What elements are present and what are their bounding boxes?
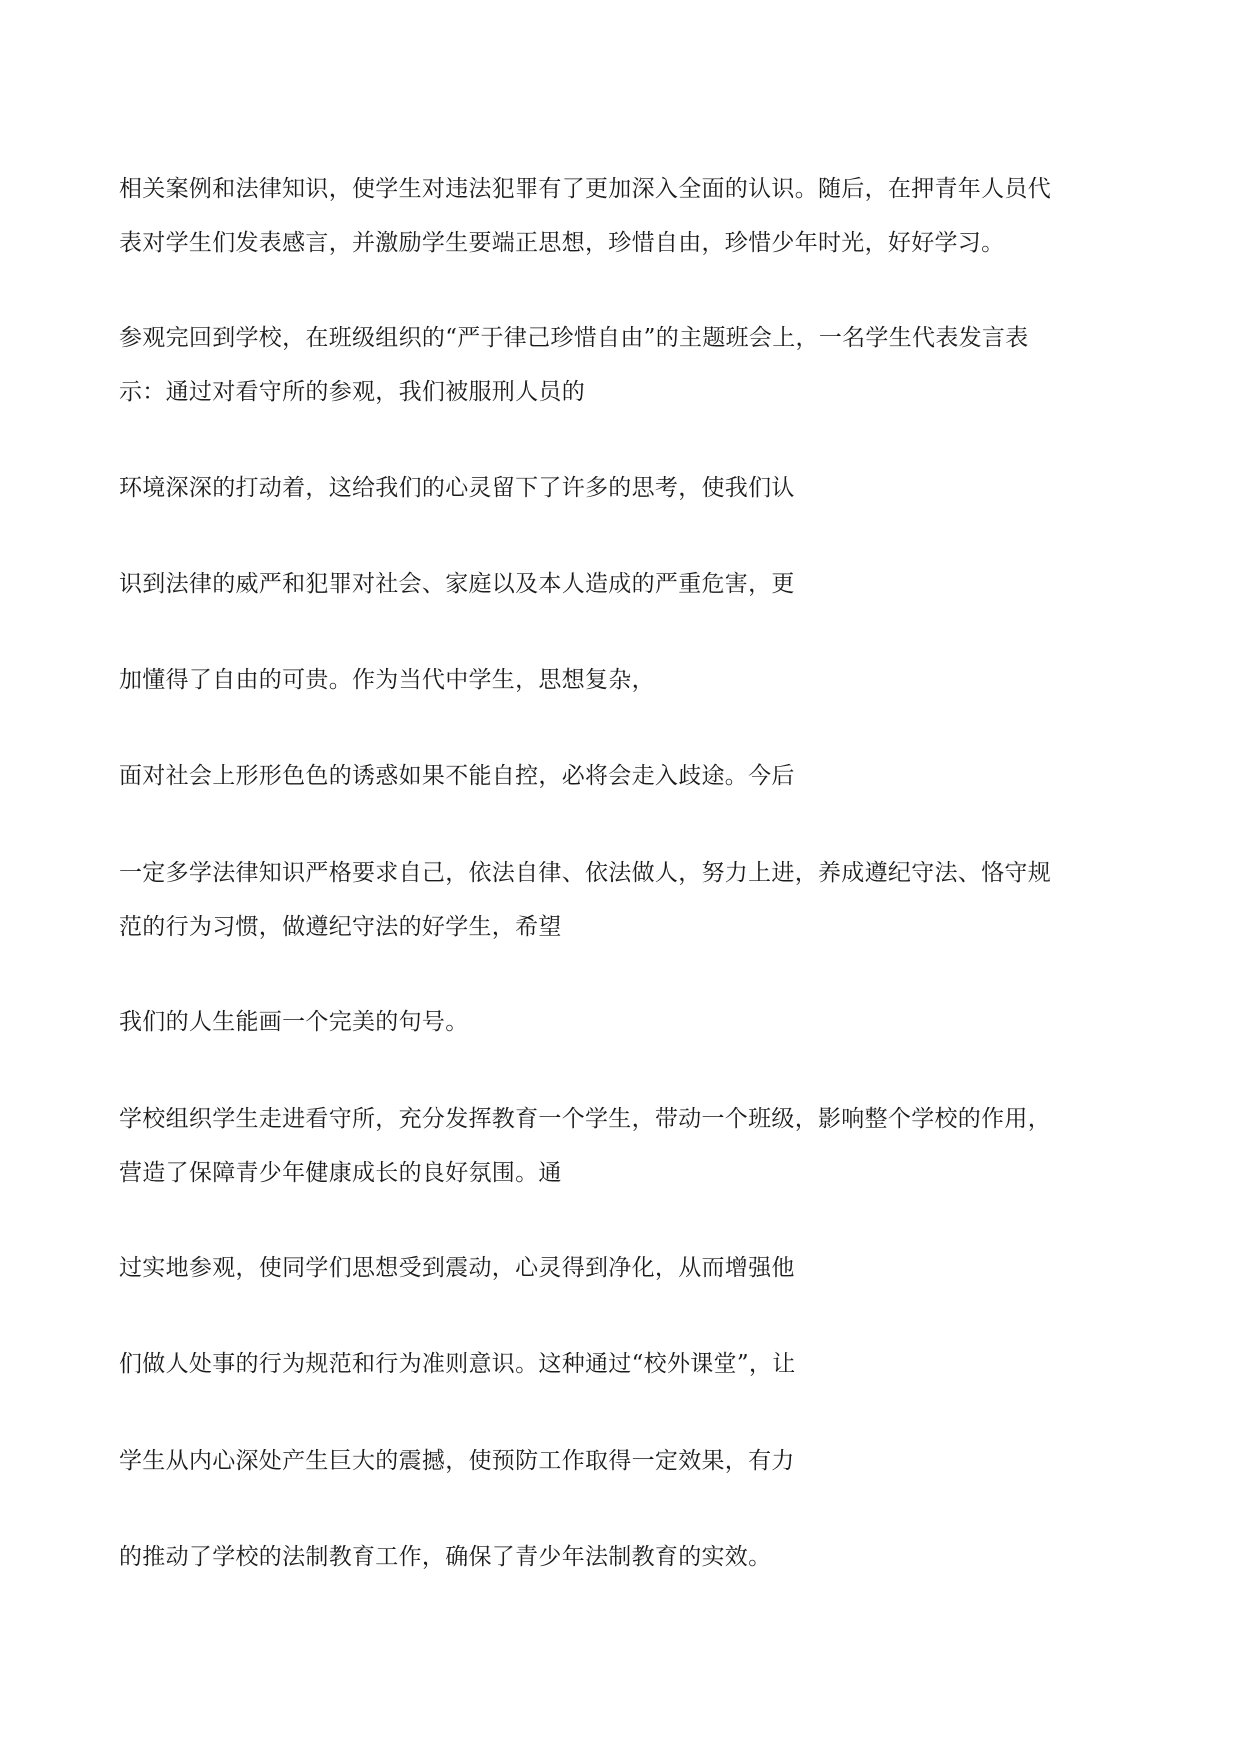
p7-line1: 一定多学法律知识严格要求自己，依法自律、依法做人，努力上进，养成遵纪守法、恪守规 [119,860,1051,886]
p4-line1: 识到法律的威严和犯罪对社会、家庭以及本人造成的严重危害，更 [119,571,795,597]
p6-line1: 面对社会上形形色色的诱惑如果不能自控，必将会走入歧途。今后 [119,763,795,789]
p9-line1: 学校组织学生走进看守所，充分发挥教育一个学生，带动一个班级，影响整个学校的作用， [119,1106,1051,1132]
p3-line1: 环境深深的打动着，这给我们的心灵留下了许多的思考，使我们认 [119,475,795,501]
p13-line1: 的推动了学校的法制教育工作，确保了青少年法制教育的实效。 [119,1544,772,1570]
p9-line2: 营造了保障青少年健康成长的良好氛围。通 [119,1160,562,1186]
p10-line1: 过实地参观，使同学们思想受到震动，心灵得到净化，从而增强他 [119,1255,795,1281]
p2-line2: 示：通过对看守所的参观，我们被服刑人员的 [119,379,585,405]
p2-line1: 参观完回到学校，在班级组织的“严于律己珍惜自由”的主题班会上，一名学生代表发言表 [119,325,1029,351]
p7-line2: 范的行为习惯，做遵纪守法的好学生，希望 [119,914,562,940]
p1-line1: 相关案例和法律知识，使学生对违法犯罪有了更加深入全面的认识。随后，在押青年人员代 [119,176,1051,202]
p11-line1: 们做人处事的行为规范和行为准则意识。这种通过“校外课堂”，让 [119,1351,796,1377]
p5-line1: 加懂得了自由的可贵。作为当代中学生，思想复杂， [119,667,655,693]
p1-line2: 表对学生们发表感言，并激励学生要端正思想，珍惜自由，珍惜少年时光，好好学习。 [119,230,1005,256]
p12-line1: 学生从内心深处产生巨大的震撼，使预防工作取得一定效果，有力 [119,1448,795,1474]
p8-line1: 我们的人生能画一个完美的句号。 [119,1009,469,1035]
